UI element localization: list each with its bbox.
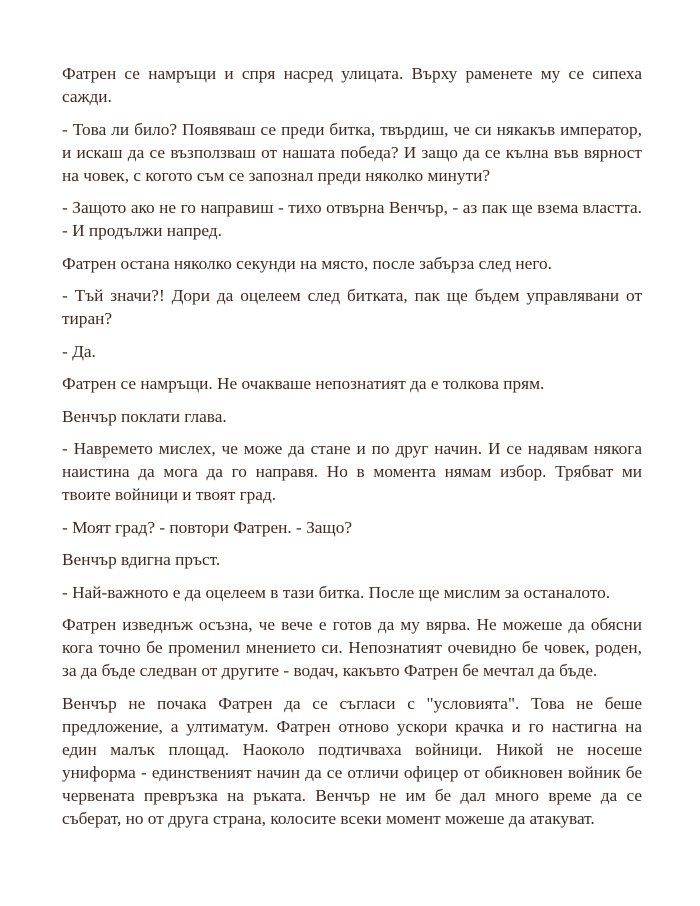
paragraph-6: - Да.: [62, 341, 96, 361]
paragraph-10: - Моят град? - повтори Фатрен. - Защо?: [62, 517, 353, 537]
paragraph-12: - Най-важното е да оцелеем в тази битка. После ще мислим за останалото.: [62, 582, 611, 602]
paragraph-3: - Защото ако не го направиш - тихо отвърна Венчър, - аз пак ще взема властта. - И продължи напред.: [62, 198, 642, 240]
paragraph-14: Венчър не почака Фатрен да се съгласи с "условията". Това не беше предложение, а ултиматум. Фатрен отново ускори крачка и го настигна на един малък площад. Наоколо подтичваха войници. Никой не носеше униформа - единственият начин да се отличи офицер от обикновен войник бе червената превръзка на ръката. Венчър не им бе дал много време да се съберат, но от друга страна, колосите всеки момент можеше да атакуват.: [62, 693, 642, 828]
paragraph-8: Венчър поклати глава.: [62, 406, 227, 426]
paragraph-5: - Тъй значи?! Дори да оцелеем след битката, пак ще бъдем управлявани от тиран?: [62, 286, 642, 328]
paragraph-7: Фатрен се намръщи. Не очакваше непознатият да е толкова прям.: [62, 374, 545, 393]
paragraph-4: Фатрен остана няколко секунди на място, после забърза след него.: [62, 253, 552, 273]
paragraph-2: - Това ли било? Появяваш се преди битка, твърдиш, че си някакъв император, и искаш да се възползваш от нашата победа? И защо да се кълна във вярност на човек, с когото съм се запознал преди няколко минути?: [62, 119, 642, 185]
paragraph-13: Фатрен изведнъж осъзна, че вече е готов да му вярва. Не можеше да обясни кога точно бе променил мнението си. Непознатият очевидно бе човек, роден, за да бъде следван от другите - водач, какъвто Фатрен бе мечтал да бъде.: [62, 615, 642, 680]
book-page: [62, 62, 642, 839]
paragraph-11: Венчър вдигна пръст.: [62, 550, 221, 569]
paragraph-9: - Навремето мислех, че може да стане и по друг начин. И се надявам някога наистина да мога да го направя. Но в момента нямам избор. Трябват ми твоите войници и твоят град.: [62, 439, 642, 504]
paragraph-1: Фатрен се намръщи и спря насред улицата. Върху раменете му се сипеха сажди.: [62, 64, 642, 106]
